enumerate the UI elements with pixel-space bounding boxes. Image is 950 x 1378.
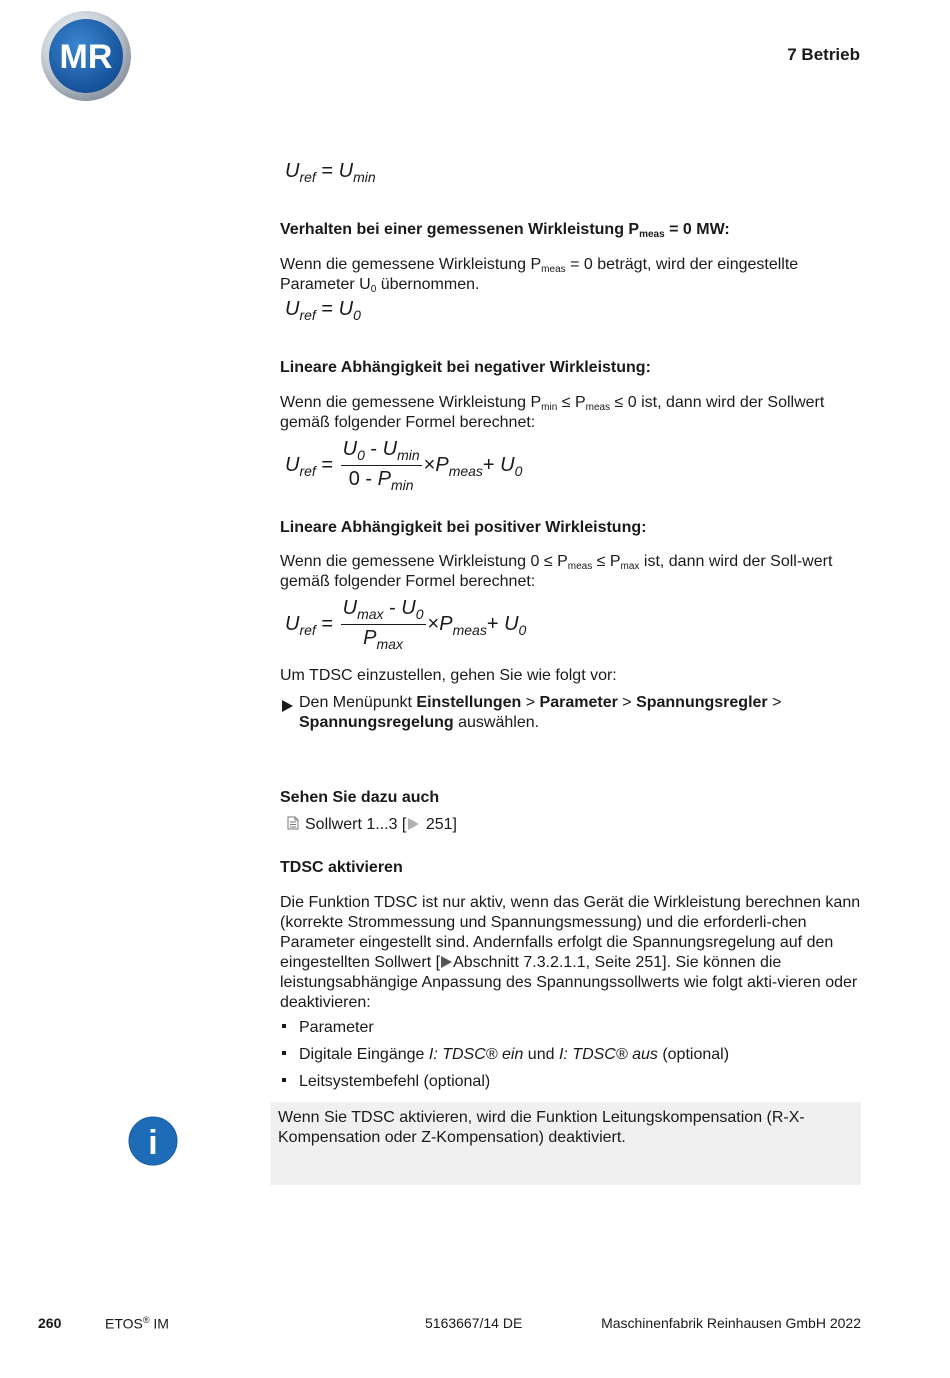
page-arrow-icon <box>408 818 419 830</box>
formula-positive: $U_{ref}$ = $\frac{U_{max} - U_0}{P_{max}}$ $\times P_{meas}+ U_0$ <box>285 597 527 652</box>
bullet-item: Parameter <box>280 1018 865 1038</box>
instruction-intro: Um TDSC einzustellen, gehen Sie wie folgt vor: <box>280 667 617 684</box>
info-icon <box>126 1114 180 1168</box>
company-name: Maschinenfabrik Reinhausen GmbH 2022 <box>601 1315 861 1331</box>
step-arrow-icon <box>282 693 299 733</box>
heading-positive-power: Lineare Abhängigkeit bei positiver Wirkleistung: <box>280 519 647 536</box>
fraction-negative: $\frac{U_0 - U_{min}}{0 - P_{min}}$ <box>342 438 420 493</box>
logo-text: MR <box>59 38 113 76</box>
svg-text:i: i <box>148 1124 158 1162</box>
see-also-heading: Sehen Sie dazu auch <box>280 789 440 806</box>
section-link[interactable]: Abschnitt 7.3.2.1.1, Seite 251] <box>453 954 667 971</box>
see-also-link[interactable]: Sollwert 1...3 [ 251] <box>287 815 457 835</box>
heading-negative-power: Lineare Abhängigkeit bei negativer Wirkleistung: <box>280 359 651 376</box>
fraction-positive: $\frac{U_{max} - U_0}{P_{max}}$ <box>342 597 424 652</box>
text-positive-power: Wenn die gemessene Wirkleistung $0 \le P_{meas} \le P_{max}$ ist, dann wird der Soll-wert gemäß folgender Formel berechnet: <box>280 553 833 590</box>
page-number: 260 <box>38 1315 62 1331</box>
formula-negative: $U_{ref}$ = $\frac{U_0 - U_{min}}{0 - P_{min}}$ $\times P_{meas}+ U_0$ <box>285 438 523 493</box>
text-negative-power: Wenn die gemessene Wirkleistung $P_{min} \le P_{meas} \le 0$ ist, dann wird der Sollwert gemäß folgender Formel berechnet: <box>280 394 825 431</box>
document-number: 5163667/14 DE <box>425 1315 523 1331</box>
activate-heading: TDSC aktivieren <box>280 859 403 876</box>
mr-logo <box>40 10 132 102</box>
section-arrow-icon <box>441 956 452 968</box>
chapter-title: 7 Betrieb <box>787 45 860 64</box>
text-zero-power: Wenn die gemessene Wirkleistung $P_{meas} = 0$ beträgt, wird der eingestellte Parameter $U_0$ übernommen. <box>280 256 799 295</box>
document-icon <box>287 816 299 830</box>
info-text: Wenn Sie TDSC aktivieren, wird die Funktion Leitungskompensation (R-X-Kompensation oder Z-Kompensation) deaktiviert. <box>278 1109 805 1146</box>
product-name: ETOS® IM <box>105 1315 169 1332</box>
formula-uref-umin: $U_{ref} = U_{min}$ <box>285 160 376 185</box>
bullet-item: Digitale Eingänge I: TDSC® ein und I: TDSC® aus (optional) <box>280 1045 865 1065</box>
bullet-item: Leitsystembefehl (optional) <box>280 1072 865 1092</box>
formula-uref-u0: $U_{ref} = U_0$ <box>285 298 361 323</box>
activate-paragraph: Die Funktion TDSC ist nur aktiv, wenn das Gerät die Wirkleistung berechnen kann (korrekte Strommessung und Spannungsmessung) und die erforderli-chen Parameter eingestellt sind. Andernfalls erfolgt die Spannungsregelung auf den eingestellten Sollwert [ Abschnitt 7.3.2.1.1, Seite 251]. Sie können die leistungsabhängige Anpassung des Spannungssollwerts wie folgt akti-vieren oder deaktivieren: <box>280 894 861 1011</box>
heading-zero-power: Verhalten bei einer gemessenen Wirkleistung $P_{meas} = 0$ MW: <box>280 221 730 240</box>
instruction-step: Den Menüpunkt Einstellungen > Parameter > Spannungsregler > Spannungsregelung auswählen. <box>282 693 862 733</box>
